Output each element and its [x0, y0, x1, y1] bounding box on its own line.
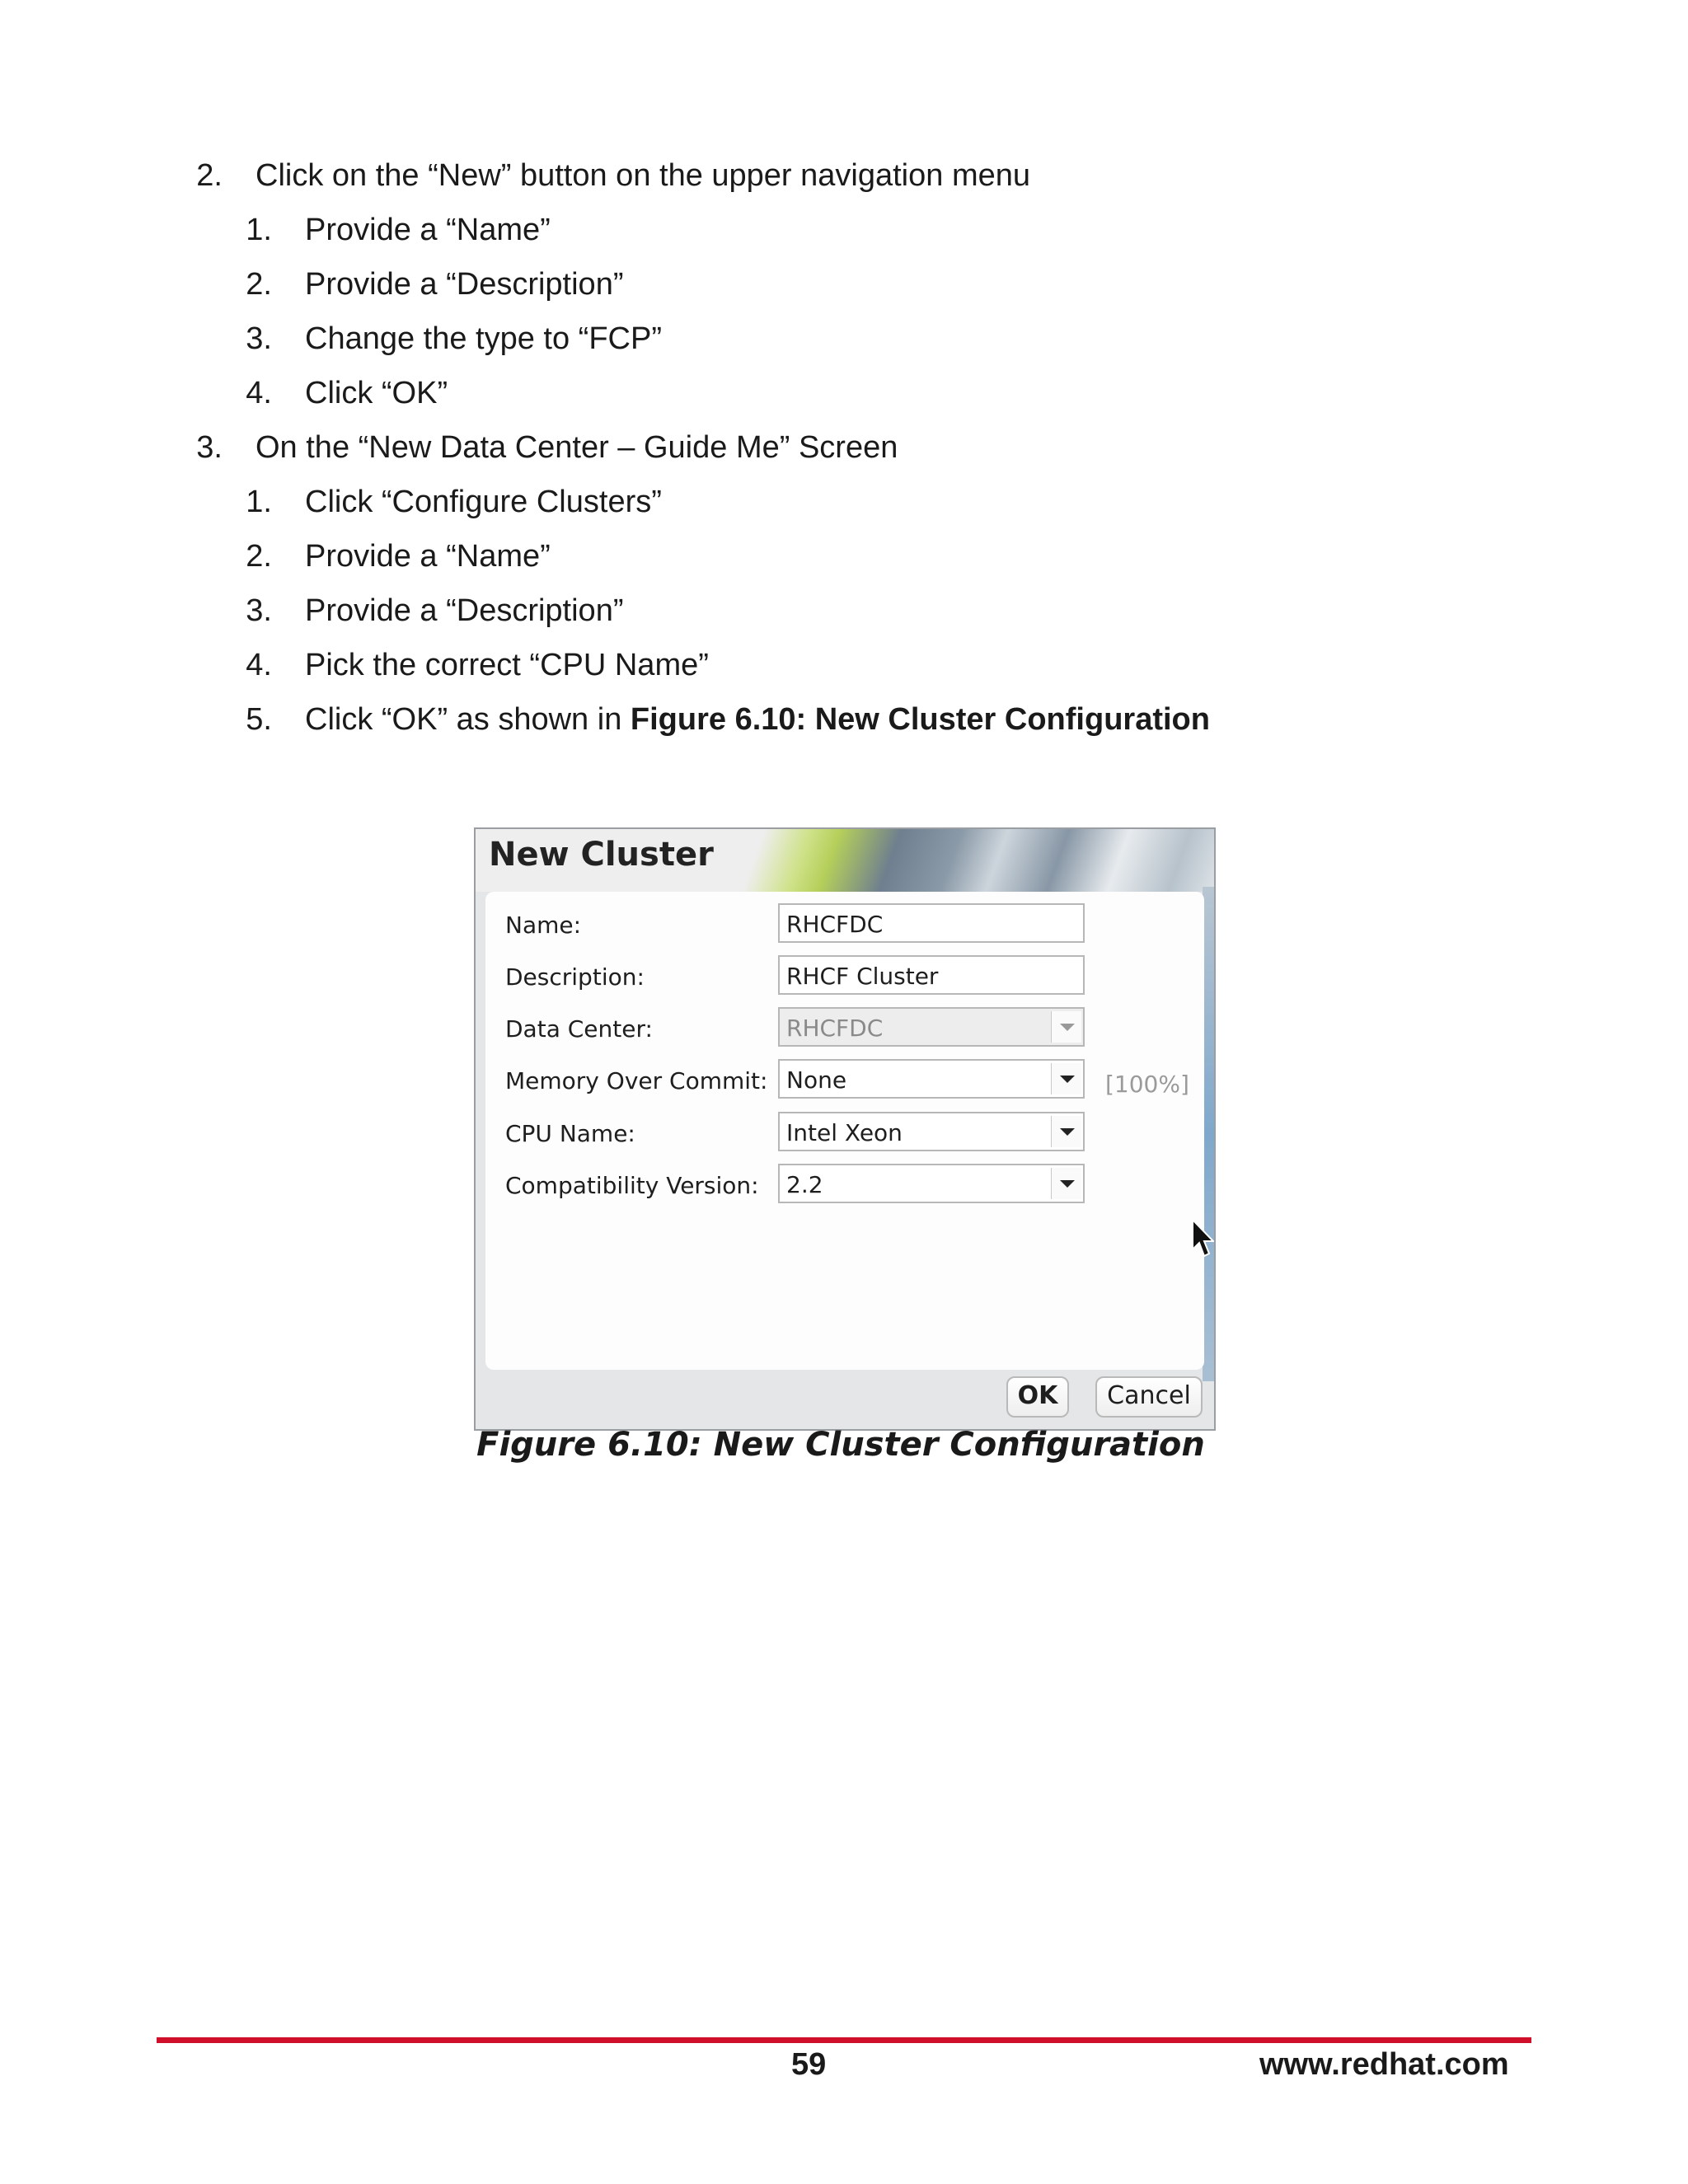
- dialog-form-panel: [485, 892, 1204, 1370]
- field-value: None: [786, 1066, 847, 1094]
- step-number: 3.: [246, 321, 272, 356]
- data-center-select: [778, 1007, 1085, 1047]
- step-number: 5.: [246, 702, 272, 737]
- description-input[interactable]: [778, 955, 1085, 995]
- form-row-memory-over-commit: [485, 1059, 1204, 1102]
- field-label: CPU Name:: [505, 1120, 635, 1147]
- dialog-header: [476, 829, 1214, 892]
- form-row-data-center: [485, 1007, 1204, 1050]
- step-text: Click on the “New” button on the upper navigation menu: [256, 158, 1030, 193]
- step-text: Provide a “Description”: [305, 267, 624, 302]
- step-text: Change the type to “FCP”: [305, 321, 662, 356]
- dialog-title: New Cluster: [489, 836, 714, 874]
- step-number: 3.: [246, 593, 272, 628]
- field-value: RHCFDC: [786, 1015, 884, 1042]
- figure-caption-text: Figure 6.10: New Cluster Configuration: [476, 1426, 1205, 1464]
- field-label: Description:: [505, 963, 645, 991]
- step-text: Click “OK”: [305, 376, 448, 410]
- compatibility-version-select[interactable]: [778, 1164, 1085, 1203]
- form-row-compatibility-version: [485, 1164, 1204, 1207]
- field-label: Name:: [505, 912, 582, 939]
- chevron-down-icon: [1060, 1024, 1075, 1031]
- step-text: Provide a “Description”: [305, 593, 624, 628]
- footer-website: www.redhat.com: [1259, 2047, 1509, 2082]
- field-value: RHCF Cluster: [786, 963, 939, 990]
- footer-divider: [157, 2037, 1531, 2043]
- dropdown-button[interactable]: [1051, 1168, 1081, 1199]
- ok-button[interactable]: OK: [1006, 1376, 1069, 1418]
- name-input[interactable]: [778, 903, 1085, 943]
- dropdown-button: [1051, 1011, 1081, 1043]
- step-text: [305, 701, 1210, 738]
- mouse-cursor-icon: [1191, 1218, 1216, 1259]
- step-text: On the “New Data Center – Guide Me” Screen: [256, 430, 898, 465]
- dialog-edge-decoration: [1203, 887, 1214, 1381]
- cancel-button[interactable]: Cancel: [1095, 1376, 1203, 1418]
- field-label: Data Center:: [505, 1015, 653, 1043]
- field-value: Intel Xeon: [786, 1119, 903, 1146]
- field-label: Compatibility Version:: [505, 1172, 759, 1199]
- form-row-description: [485, 955, 1204, 998]
- step-number: 1.: [246, 213, 272, 247]
- step-number: 2.: [246, 539, 272, 574]
- memory-percent-label: [100%]: [1105, 1071, 1189, 1098]
- dropdown-button[interactable]: [1051, 1063, 1081, 1094]
- step-number: 2.: [246, 267, 272, 302]
- dropdown-button[interactable]: [1051, 1116, 1081, 1147]
- step-text: Click “Configure Clusters”: [305, 485, 662, 519]
- cpu-name-select[interactable]: [778, 1112, 1085, 1151]
- field-label: Memory Over Commit:: [505, 1067, 768, 1094]
- form-row-cpu-name: [485, 1112, 1204, 1155]
- figure-reference: Figure 6.10: New Cluster Configuration: [630, 702, 1210, 737]
- step-number: 4.: [246, 376, 272, 410]
- step-number: 2.: [196, 158, 223, 193]
- figure-caption: [0, 1426, 1688, 1464]
- step-text: Pick the correct “CPU Name”: [305, 648, 709, 682]
- step-number: 3.: [196, 430, 223, 465]
- field-value: 2.2: [786, 1171, 823, 1198]
- step-text: Provide a “Name”: [305, 539, 551, 574]
- step-number: 1.: [246, 485, 272, 519]
- chevron-down-icon: [1060, 1076, 1075, 1083]
- page-number: 59: [791, 2047, 827, 2082]
- chevron-down-icon: [1060, 1128, 1075, 1136]
- step-text: Provide a “Name”: [305, 213, 551, 247]
- memory-over-commit-select[interactable]: [778, 1059, 1085, 1099]
- form-row-name: [485, 903, 1204, 946]
- new-cluster-dialog-screenshot: [474, 827, 1216, 1431]
- chevron-down-icon: [1060, 1180, 1075, 1188]
- field-value: RHCFDC: [786, 911, 884, 938]
- step-number: 4.: [246, 648, 272, 682]
- step-text-plain: Click “OK” as shown in: [305, 702, 631, 737]
